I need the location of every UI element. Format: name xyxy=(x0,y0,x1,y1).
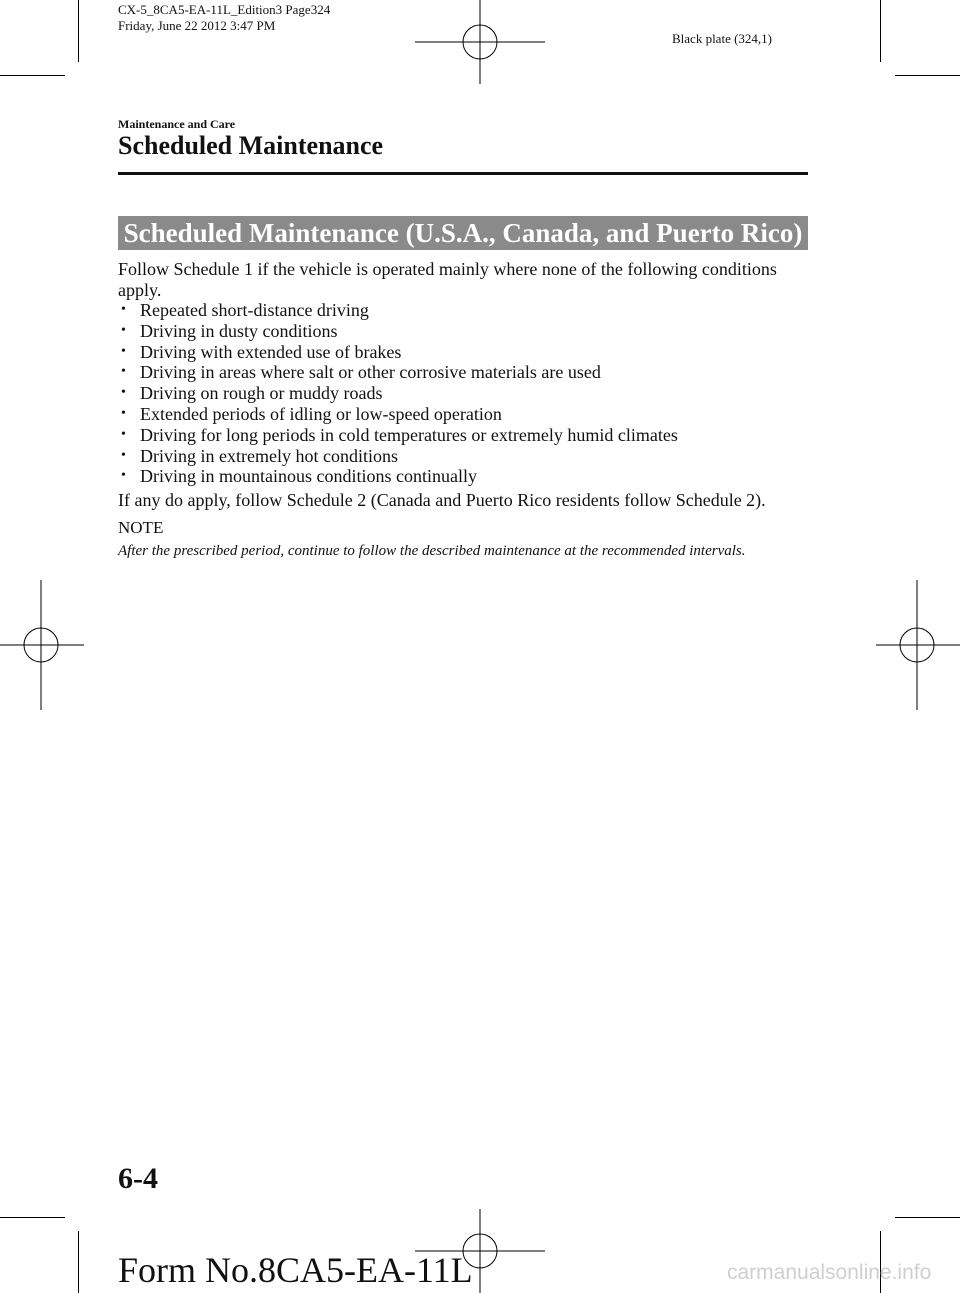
section-banner: Scheduled Maintenance (U.S.A., Canada, and Puerto Rico) xyxy=(118,216,808,250)
crop-mark xyxy=(0,1217,65,1218)
note-text: After the prescribed period, continue to follow the described maintenance at the recommended intervals. xyxy=(118,543,746,559)
registration-mark-left xyxy=(0,580,84,710)
list-item xyxy=(118,404,810,425)
crop-mark xyxy=(880,0,881,62)
crop-mark xyxy=(895,75,960,76)
list-item xyxy=(118,383,810,404)
intro-paragraph: Follow Schedule 1 if the vehicle is operated mainly where none of the following conditions apply. xyxy=(118,259,777,300)
list-item xyxy=(118,342,810,363)
section-label: Maintenance and Care xyxy=(118,117,236,131)
bullet-icon: • xyxy=(121,364,126,380)
list-item-text: Driving in extremely hot conditions xyxy=(140,445,398,466)
list-item-text: Driving on rough or muddy roads xyxy=(140,383,383,404)
chapter-title: Scheduled Maintenance xyxy=(118,131,384,160)
plate-label: Black plate (324,1) xyxy=(672,31,772,46)
crop-mark xyxy=(895,1217,960,1218)
list-item-text: Driving in mountainous conditions continually xyxy=(140,466,477,487)
note-label: NOTE xyxy=(118,518,164,537)
crop-mark xyxy=(78,0,79,62)
list-item xyxy=(118,321,810,342)
bullet-icon: • xyxy=(121,447,126,463)
conditions-list xyxy=(118,300,810,487)
form-number: Form No.8CA5-EA-11L xyxy=(118,1250,473,1290)
list-item xyxy=(118,300,810,321)
print-header-line1: CX-5_8CA5-EA-11L_Edition3 Page324 xyxy=(118,2,331,17)
bullet-icon: • xyxy=(121,468,126,484)
bullet-icon: • xyxy=(121,385,126,401)
list-item-text: Driving with extended use of brakes xyxy=(140,341,402,362)
registration-mark-top xyxy=(415,0,545,84)
list-item-text: Driving for long periods in cold temperatures or extremely humid climates xyxy=(140,424,678,445)
list-item-text: Driving in areas where salt or other corrosive materials are used xyxy=(140,362,601,383)
list-item xyxy=(118,425,810,446)
crop-mark xyxy=(78,1231,79,1293)
crop-mark xyxy=(0,75,65,76)
list-item-text: Repeated short-distance driving xyxy=(140,300,369,320)
print-header-line2: Friday, June 22 2012 3:47 PM xyxy=(118,18,276,33)
bullet-icon: • xyxy=(121,426,126,442)
page-number: 6-4 xyxy=(118,1162,158,1195)
list-item-text: Extended periods of idling or low-speed operation xyxy=(140,403,502,424)
list-item xyxy=(118,362,810,383)
bullet-icon: • xyxy=(121,302,126,317)
list-item xyxy=(118,446,810,467)
bullet-icon: • xyxy=(121,322,126,338)
list-item xyxy=(118,466,810,487)
watermark: carmanualsonline.info xyxy=(727,1261,932,1284)
bullet-icon: • xyxy=(121,405,126,421)
list-item-text: Driving in dusty conditions xyxy=(140,320,338,341)
followup-paragraph: If any do apply, follow Schedule 2 (Canada and Puerto Rico residents follow Schedule 2). xyxy=(118,490,766,510)
bullet-icon: • xyxy=(121,343,126,359)
registration-mark-right xyxy=(876,580,960,710)
chapter-rule xyxy=(118,172,808,175)
